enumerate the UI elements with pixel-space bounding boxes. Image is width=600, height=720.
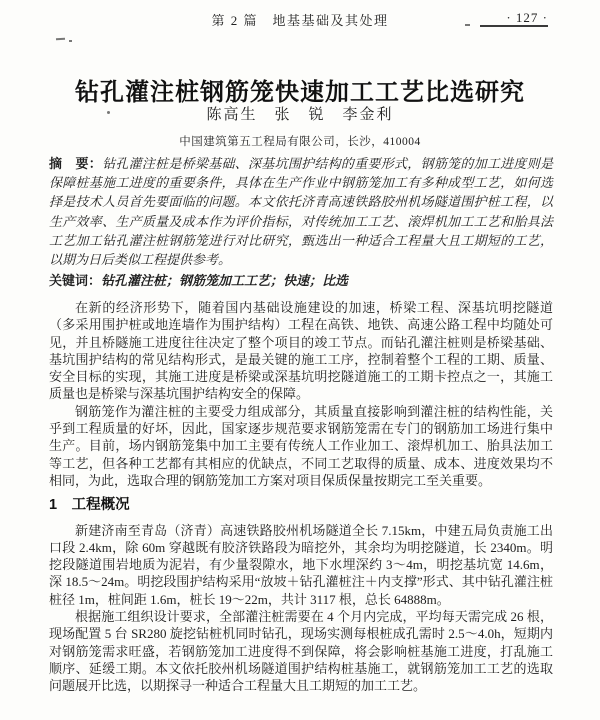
body-text bbox=[49, 299, 553, 695]
scan-artifact bbox=[465, 24, 470, 26]
section-1-heading: 1 工程概况 bbox=[49, 497, 130, 514]
keywords bbox=[49, 271, 553, 290]
affiliation: 中国建筑第五工程局有限公司，长沙，410004 bbox=[179, 136, 421, 148]
scan-artifact bbox=[69, 40, 72, 42]
abstract-text: 钻孔灌注桩是桥梁基础、深基坑围护结构的重要形式，钢筋笼的加工进度则是保障桩基施工进度的重要条件，具体在生产作业中钢筋笼加工有多种成型工艺，如何选择是技术人员首先要面临的问题。本文依托济青高速铁路胶州机场隧道围护桩工程，以生产效率、生产质量及成本作为评价指标，对传统加工工艺、滚焊机加工工艺和胎具法工艺加工钻孔灌注桩钢筋笼进行对比研究，甄选出一种适合工程量大且工期短的工艺，以期为日后类似工程提供参考。 bbox=[49, 156, 553, 268]
running-header: 第 2 篇 地基基础及其处理 bbox=[211, 13, 389, 28]
section-1-paragraph-2: 根据施工组织设计要求，全部灌注桩需要在 4 个月内完成，平均每天需完成 26 根，现场配置 5 台 SR280 旋挖钻桩机同时钻孔，现场实测每根桩成孔需时 2.5～4.0h，短期内对钢筋笼需求旺盛，若钢筋笼加工进度得不到保障，将会影响桩基施工进度，打乱施工顺序、延缓工期。本文依托胶州机场隧道围护结构桩基施工，就钢筋笼加工工艺的选取问题展开比选，以期探寻一种适合工程量大且工期短的加工工艺。 bbox=[49, 609, 553, 694]
authors: 陈高生 张 锐 李金利 bbox=[206, 107, 394, 123]
abstract-label: 摘 要： bbox=[49, 156, 103, 171]
scan-artifact bbox=[56, 38, 65, 40]
keywords-label: 关键词： bbox=[49, 273, 102, 289]
keywords-text: 钻孔灌注桩；钢筋笼加工工艺；快速；比选 bbox=[101, 273, 349, 289]
page-number: · 127 · bbox=[506, 10, 548, 25]
intro-paragraph-1: 在新的经济形势下，随着国内基础设施建设的加速，桥梁工程、深基坑明挖隧道（多采用围护桩或地连墙作为围护结构）工程在高铁、地铁、高速公路工程中均随处可见，并且桥隧施工进度往往决定了整个项目的竣工节点。而钻孔灌注桩则是桥梁基础、基坑围护结构的常见结构形式，是最关键的施工工序，控制着整个工程的工期、质量、安全目标的实现，其施工进度是桥梁或深基坑明挖隧道施工的工期卡控点之一，其施工质量也是桥梁与深基坑围护结构安全的保障。 bbox=[49, 300, 553, 402]
abstract-block bbox=[49, 154, 553, 290]
page-number-rule bbox=[480, 25, 548, 27]
intro-paragraph-2: 钢筋笼作为灌注桩的主要受力组成部分，其质量直接影响到灌注桩的结构性能，关乎到工程质量的好坏，因此，国家逐步规范要求钢筋笼需在专门的钢筋加工场进行集中生产。目前，场内钢筋笼集中加工主要有传统人工作业加工、滚焊机加工、胎具法加工等工艺，但各种工艺都有其相应的优缺点，不同工艺取得的质量、成本、进度效果均不相同，为此，选取合理的钢筋笼加工方案对项目保质保量按期完工至关重要。 bbox=[49, 403, 553, 488]
section-1-paragraph-1: 新建济南至青岛（济青）高速铁路胶州机场隧道全长 7.15km，中建五局负责施工出口段 2.4km，除 60m 穿越既有胶济铁路段为暗挖外，其余均为明挖隧道，长 2340m。明挖段隧道围岩地质为泥岩，有少量裂隙水，地下水埋深约 3～4m，明挖基坑宽 14.6m，深 18.5～24m。明挖段围护结构采用“放坡＋钻孔灌桩注＋内支撑”形式、其中钻孔灌注桩桩径 1m，桩间距 1.6m，桩长 19～22m，共计 3117 根，总长 64888m。 bbox=[49, 522, 553, 607]
abstract bbox=[49, 154, 553, 269]
paper-title: 钻孔灌注桩钢筋笼快速加工工艺比选研究 bbox=[75, 79, 525, 107]
